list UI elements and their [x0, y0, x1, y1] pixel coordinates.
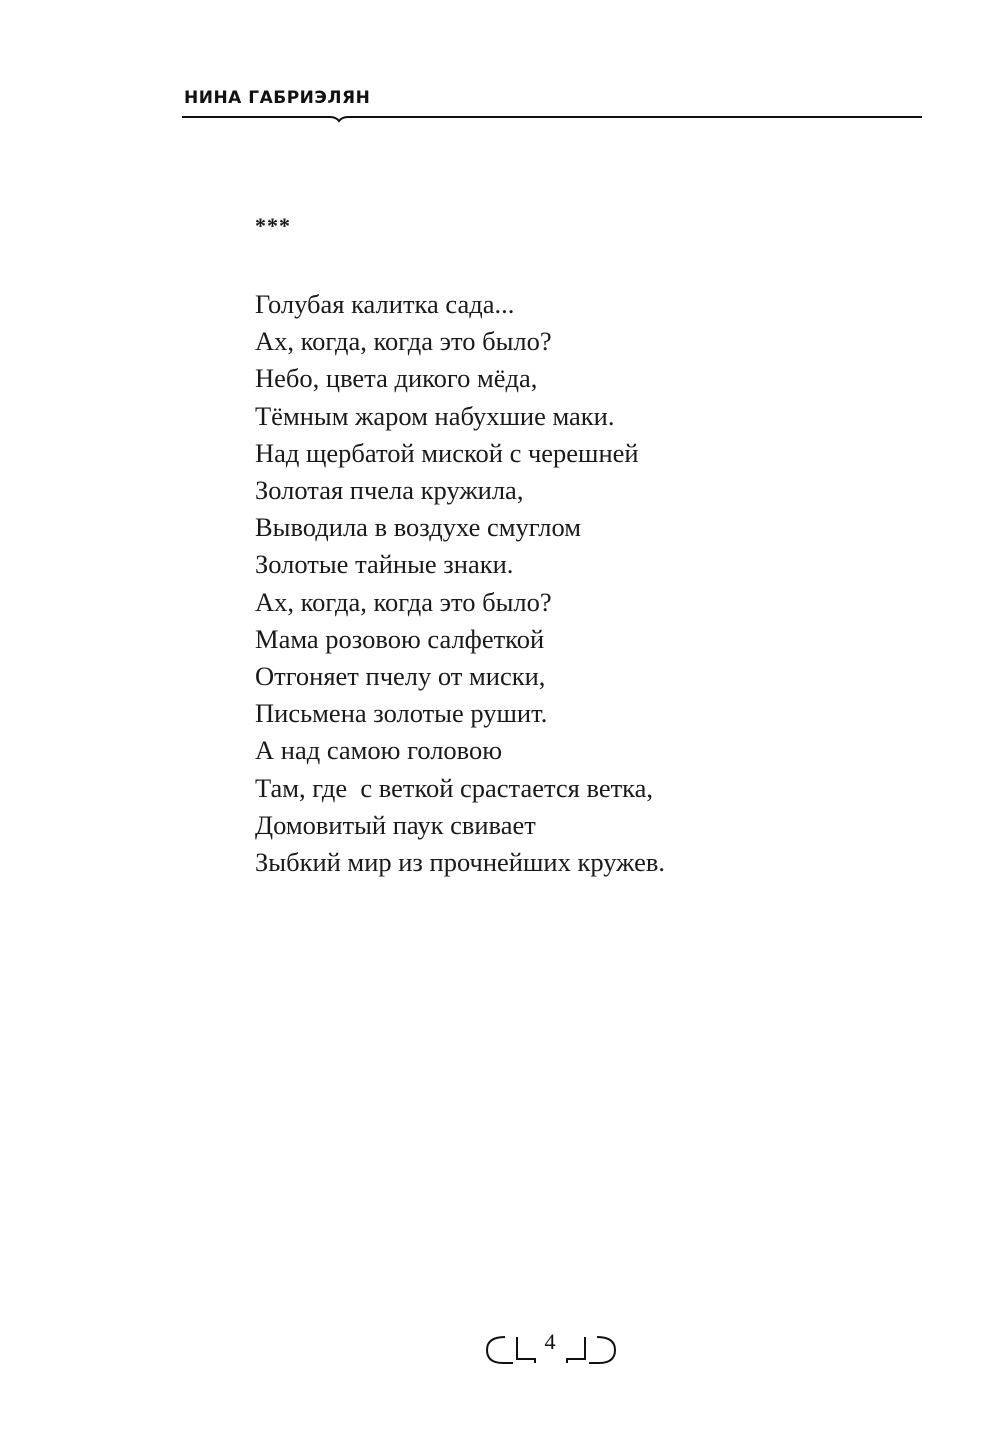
poem-line: Голубая калитка сада...	[255, 289, 515, 319]
poem-line: Над щербатой миской с черешней	[255, 437, 639, 468]
poem-line: Золотые тайные знаки.	[255, 549, 514, 580]
poem-line: Тёмным жаром набухшие маки.	[255, 400, 615, 431]
poem-line: Мама розовою салфеткой	[255, 623, 545, 654]
header-author-name: НИНА ГАБРИЭЛЯН	[184, 88, 371, 108]
poem-line: Ах, когда, когда это было?	[255, 586, 552, 617]
header-rule-line	[182, 110, 922, 124]
page-number: 4	[544, 1329, 556, 1354]
poem-line: А над самою головою	[255, 735, 503, 766]
poem-line: Выводила в воздухе смуглом	[255, 512, 582, 543]
poem-line: Домовитый паук свивает	[255, 809, 536, 840]
poem-line: Письмена золотые рушит.	[255, 698, 548, 729]
poem-line: Зыбкий мир из прочнейших кружев.	[255, 847, 665, 878]
poem-line: Там, где с веткой срастается ветка,	[255, 772, 654, 803]
poem-line: Ах, когда, когда это было?	[255, 326, 552, 357]
poem-line: Небо, цвета дикого мёда,	[255, 363, 538, 394]
poem-lines	[255, 286, 665, 881]
poem-line: Золотая пчела кружила,	[255, 475, 524, 506]
poem-line: Отгоняет пчелу от миски,	[255, 661, 546, 692]
poem-separator: ***	[255, 213, 291, 238]
poem	[255, 212, 665, 881]
